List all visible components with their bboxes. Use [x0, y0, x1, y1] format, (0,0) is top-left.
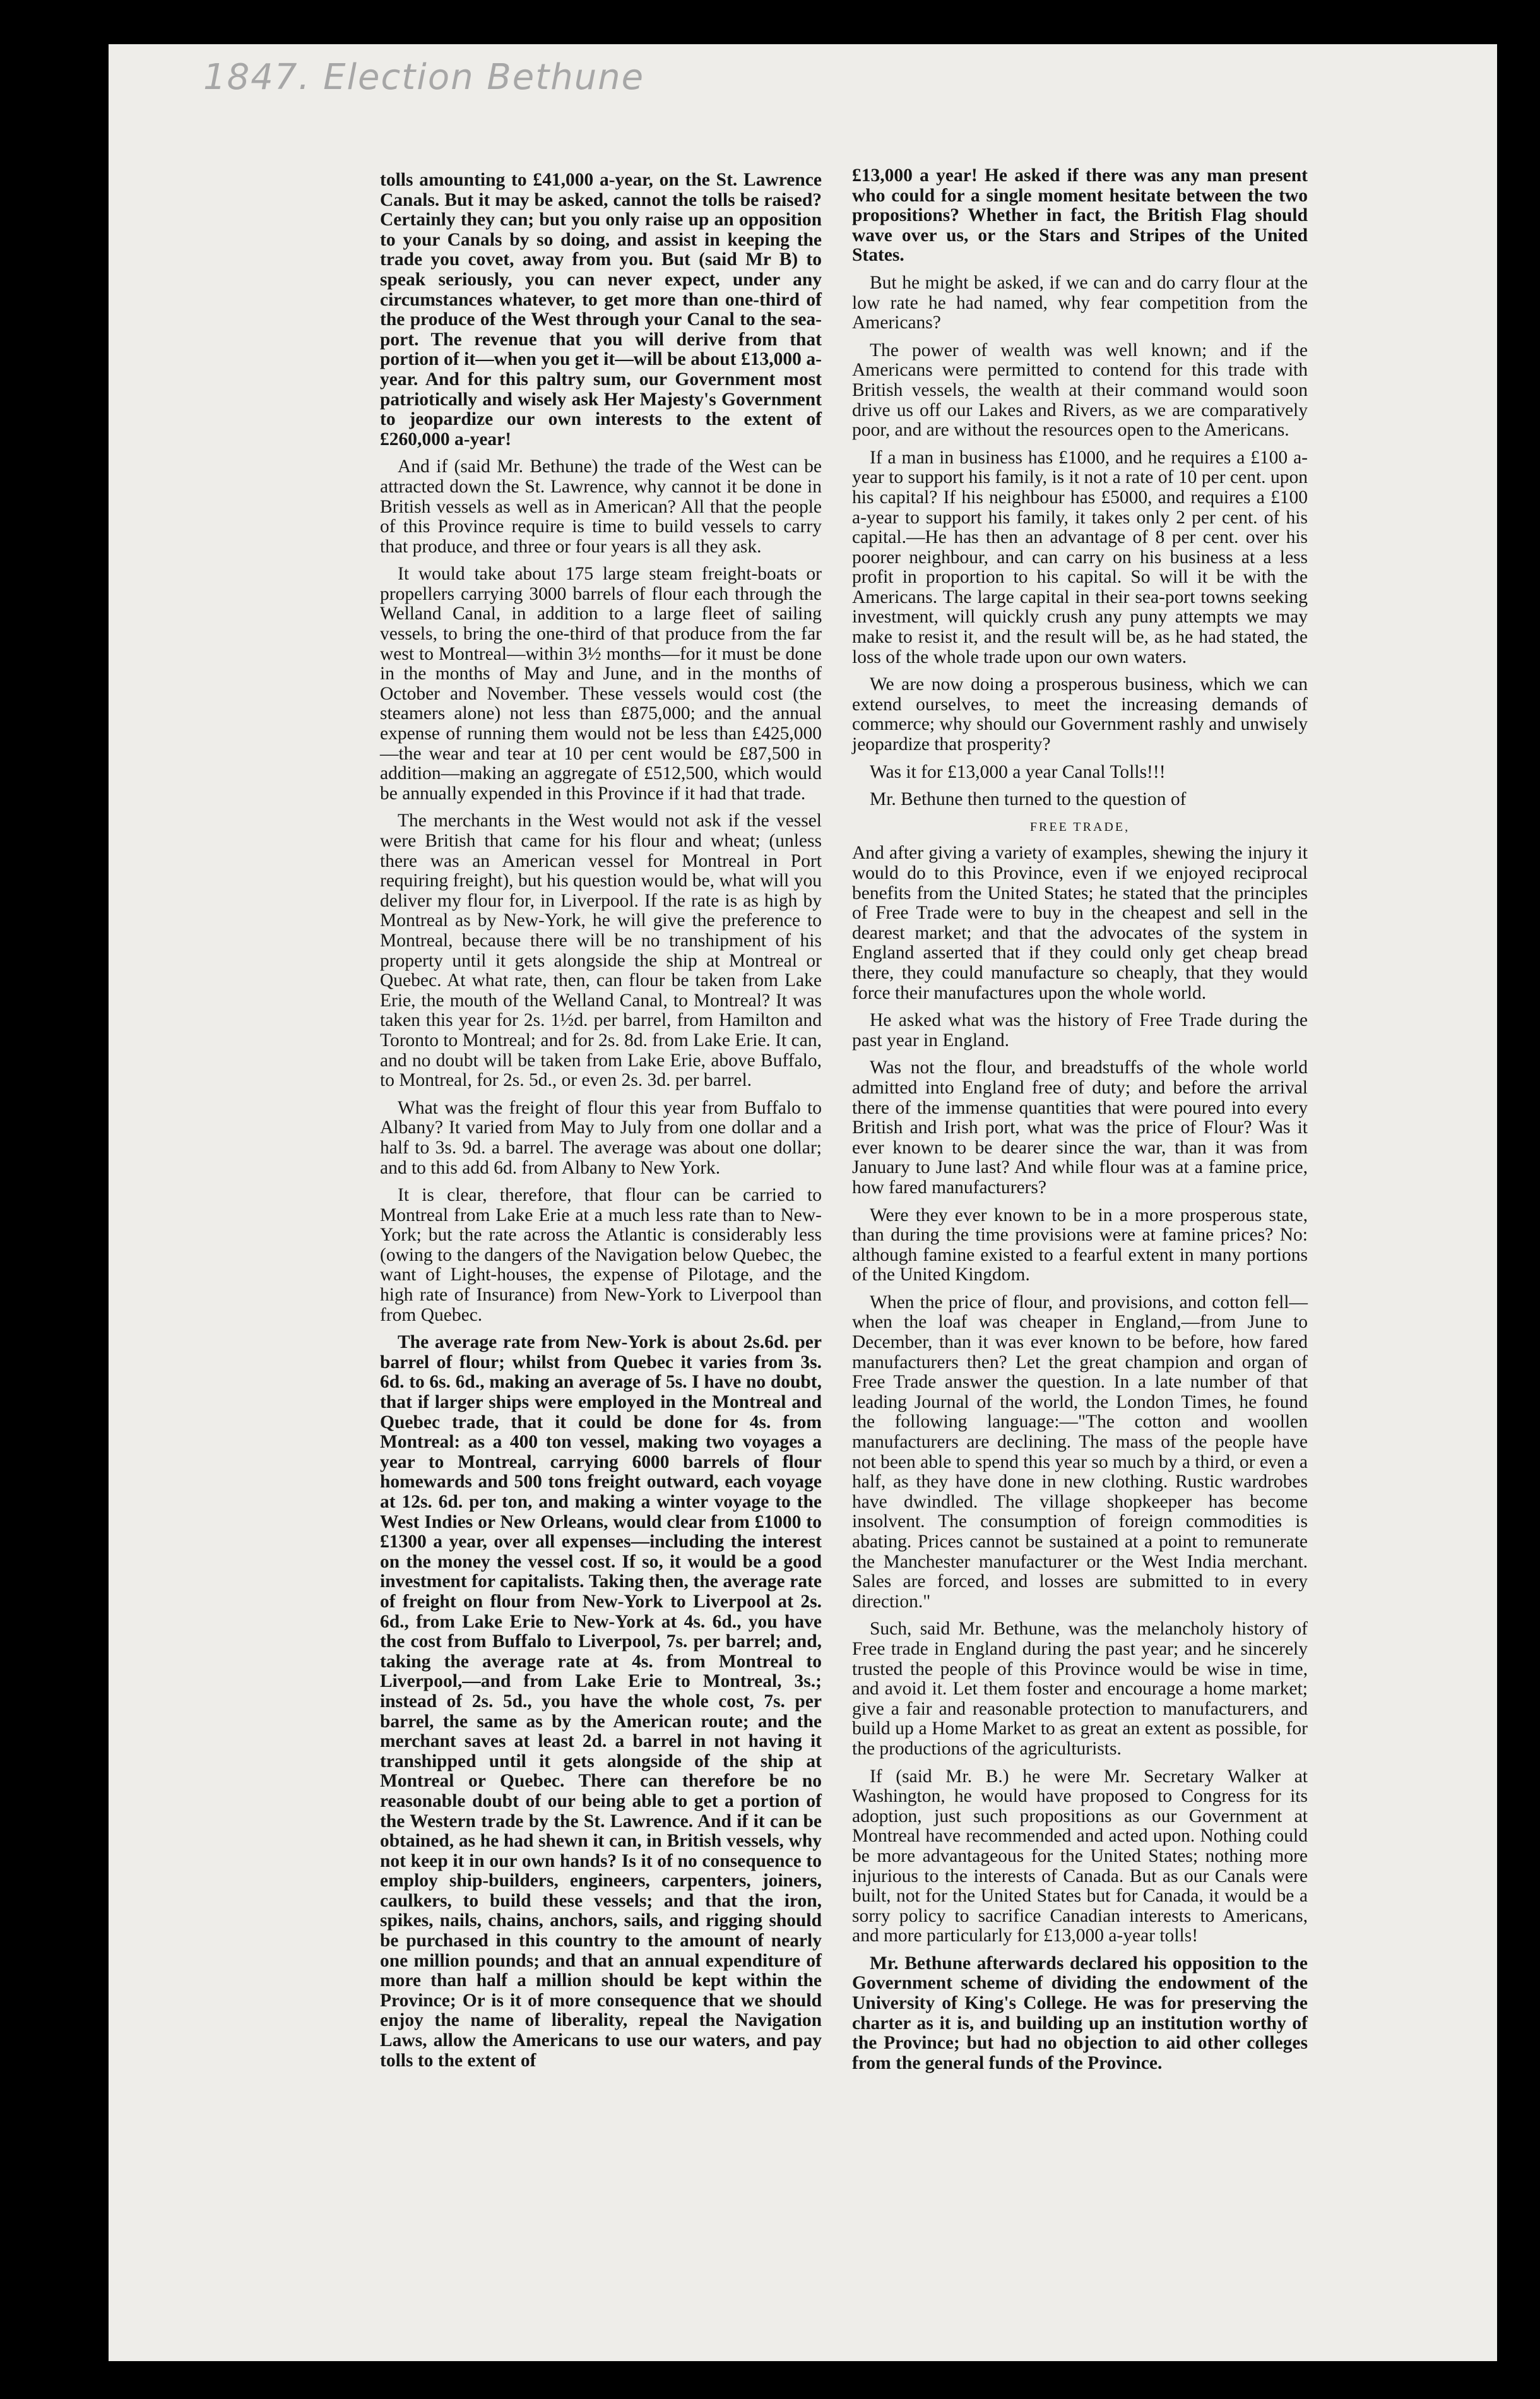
paragraph: And after giving a variety of examples, shewing the injury it would do to this Province, even if we enjoyed reciprocal benefits from the United States; he stated that the principles of Free Trade were to buy in the cheapest and sell in the dearest market; and that the advocates of the system in England asserted that if they could only get cheap bread there, they could manufacture so cheaply, that they would force their manufactures upon the whole world.	[852, 843, 1308, 1003]
paragraph: £13,000 a year! He asked if there was any man present who could for a single moment hesitate between the two propositions? Whether in fact, the British Flag should wave over us, or the Stars and Stripes of the United States.	[852, 165, 1308, 266]
paragraph: When the price of flour, and provisions, and cotton fell—when the loaf was cheaper in England,—from June to December, than it was ever known to be before, how fared manufacturers then? Let the great champion and organ of Free Trade answer the question. In a late number of that leading Journal of the world, the London Times, he found the following language:—"The cotton and woollen manufacturers are declining. The mass of the people have not been able to spend this year so much by a third, or even a half, as they have done in new clothing. Rustic wardrobes have dwindled. The village shopkeeper has become insolvent. The consumption of foreign commodities is abating. Prices cannot be sustained at a point to remunerate the Manchester manufacturer or the West India merchant. Sales are forced, and losses are submitted to in every direction."	[852, 1292, 1308, 1612]
paragraph: It is clear, therefore, that flour can be carried to Montreal from Lake Erie at a much less rate than to New-York; but the rate across the Atlantic is considerably less (owing to the dangers of the Navigation below Quebec, the want of Light-houses, the expense of Pilotage, and the high rate of Insurance) from New-York to Liverpool than from Quebec.	[380, 1185, 822, 1325]
paragraph: tolls amounting to £41,000 a-year, on the St. Lawrence Canals. But it may be asked, cannot the tolls be raised? Certainly they can; but you only raise up an opposition to your Canals by so doing, and assist in keeping the trade you covet, away from you. But (said Mr B) to speak seriously, you can never expect, under any circumstances whatever, to get more than one-third of the produce of the West through your Canal to the sea-port. The revenue that you will derive from that portion of it—when you get it—will be about £13,000 a-year. And for this paltry sum, our Government most patriotically and wisely ask Her Majesty's Government to jeopardize our own interests to the extent of £260,000 a-year!	[380, 170, 822, 449]
paragraph: It would take about 175 large steam freight-boats or propellers carrying 3000 barrels of flour each through the Welland Canal, in addition to a large fleet of sailing vessels, to bring the one-third of that produce from the far west to Montreal—within 3½ months—for it must be done in the months of May and June, and in the months of October and November. These vessels would cost (the steamers alone) not less than £875,000; and the annual expense of running them would not be less than £425,000—the wear and tear at 10 per cent would be £87,500 in addition—making an aggregate of £512,500, which would be annually expended in this Province if it had that trade.	[380, 564, 822, 804]
paragraph: Mr. Bethune afterwards declared his opposition to the Government scheme of dividing the endowment of the University of King's College. He was for preserving the charter as it is, and building up an institution worthy of the Province; but had no objection to aid other colleges from the general funds of the Province.	[852, 1953, 1308, 2073]
left-column	[380, 170, 822, 2078]
paragraph: And if (said Mr. Bethune) the trade of the West can be attracted down the St. Lawrence, why cannot it be done in British vessels as well as in American? All that the people of this Province require is time to build vessels to carry that produce, and three or four years is all they ask.	[380, 456, 822, 557]
paragraph: The power of wealth was well known; and if the Americans were permitted to contend for this trade with British vessels, the wealth at their command would soon drive us off our Lakes and Rivers, as we are comparatively poor, and are without the resources open to the Americans.	[852, 340, 1308, 441]
paragraph: But he might be asked, if we can and do carry flour at the low rate he had named, why fear competition from the Americans?	[852, 272, 1308, 333]
right-column	[852, 166, 1308, 2081]
paragraph: Were they ever known to be in a more prosperous state, than during the time provisions were at famine prices? No: although famine existed to a fearful extent in many portions of the United Kingdom.	[852, 1205, 1308, 1285]
paragraph: If a man in business has £1000, and he requires a £100 a-year to support his family, is it not a rate of 10 per cent. upon his capital? If his neighbour has £5000, and requires a £100 a-year to support his family, it takes only 2 per cent. of his capital.—He has then an advantage of 8 per cent. over his poorer neighbour, and can carry on his business at a less profit in proportion to his capital. So will it be with the Americans. The large capital in their sea-port towns seeking investment, will quickly crush any puny attempts we may make to resist it, and the result will be, as he had stated, the loss of the whole trade upon our own waters.	[852, 447, 1308, 667]
paragraph: The merchants in the West would not ask if the vessel were British that came for his flour and wheat; (unless there was an American vessel for Montreal in Port requiring freight), but his question would be, what will you deliver my flour for, in Liverpool. If the rate is as high by Montreal as by New-York, he will give the preference to Montreal, because there will be no transhipment of his property until it gets alongside the ship at Montreal or Quebec. At what rate, then, can flour be taken from Lake Erie, the mouth of the Welland Canal, to Montreal? It was taken this year for 2s. 1½d. per barrel, from Hamilton and Toronto to Montreal; and for 2s. 8d. from Lake Erie. It can, and no doubt will be taken from Lake Erie, above Buffalo, to Montreal, for 2s. 5d., or even 2s. 3d. per barrel.	[380, 811, 822, 1091]
paragraph: Mr. Bethune then turned to the question of	[870, 789, 1187, 810]
handwritten-annotation: 1847. Election Bethune	[203, 57, 645, 98]
section-heading: FREE TRADE,	[1029, 819, 1130, 834]
paragraph: Such, said Mr. Bethune, was the melancholy history of Free trade in England during the past year; and he sincerely trusted the people of this Province would be wise in time, and avoid it. Let them foster and encourage a home market; give a fair and reasonable protection to manufacturers, and build up a Home Market to as great an extent as possible, for the productions of the agriculturists.	[852, 1619, 1308, 1759]
paragraph: He asked what was the history of Free Trade during the past year in England.	[852, 1010, 1308, 1051]
paragraph: What was the freight of flour this year from Buffalo to Albany? It varied from May to July from one dollar and a half to 3s. 9d. a barrel. The average was about one dollar; and to this add 6d. from Albany to New York.	[380, 1097, 822, 1178]
newspaper-page	[109, 44, 1497, 2361]
paragraph: The average rate from New-York is about 2s.6d. per barrel of flour; whilst from Quebec it varies from 3s. 6d. to 6s. 6d., making an average of 5s. I have no doubt, that if larger ships were employed in the Montreal and Quebec trade, that it could be done for 4s. from Montreal: as a 400 ton vessel, making two voyages a year to Montreal, carrying 6000 barrels of flour homewards and 500 tons freight outward, each voyage at 12s. 6d. per ton, and making a winter voyage to the West Indies or New Orleans, would clear from £1000 to £1300 a year, over all expenses—including the interest on the money the vessel cost. If so, it would be a good investment for capitalists. Taking then, the average rate of freight on flour from New-York to Liverpool at 2s. 6d., from Lake Erie to New-York at 4s. 6d., you have the cost from Buffalo to Liverpool, 7s. per barrel; and, taking the average rate at 4s. from Montreal to Liverpool,—and from Lake Erie to Montreal, 3s.; instead of 2s. 5d., you have the whole cost, 7s. per barrel, the same as by the American route; and the merchant saves at least 2d. a barrel in not having it transhipped until it gets alongside of the ship at Montreal or Quebec. There can therefore be no reasonable doubt of our being able to get a portion of the Western trade by the St. Lawrence. And if it can be obtained, as he had shewn it can, in British vessels, why not keep it in our own hands? Is it of no consequence to employ ship-builders, engineers, carpenters, joiners, caulkers, to build these vessels; and that the iron, spikes, nails, chains, anchors, sails, and rigging should be purchased in this country to the amount of nearly one million pounds; and that an annual expenditure of more than half a million should be kept within the Province; Or is it of more consequence that we should enjoy the name of liberality, repeal the Navigation Laws, allow the Americans to use our waters, and pay tolls to the extent of	[380, 1332, 822, 2071]
paragraph: We are now doing a prosperous business, which we can extend ourselves, to meet the increasing demands of commerce; why should our Government rashly and unwisely jeopardize that prosperity?	[852, 674, 1308, 755]
paragraph: If (said Mr. B.) he were Mr. Secretary Walker at Washington, he would have proposed to Congress for its adoption, just such propositions as our Government at Montreal have recommended and acted upon. Nothing could be more advantageous for the United States; nothing more injurious to the interests of Canada. But as our Canals were built, not for the United States but for Canada, it would be a sorry policy to sacrifice Canadian interests to Americans, and more particularly for £13,000 a-year tolls!	[852, 1766, 1308, 1946]
paragraph: Was not the flour, and breadstuffs of the whole world admitted into England free of duty; and before the arrival there of the immense quantities that were poured into every British and Irish port, what was the price of Flour? Was it ever known to be dearer since the war, than it was from January to June last? And while flour was at a famine price, how fared manufacturers?	[852, 1057, 1308, 1198]
paragraph: Was it for £13,000 a year Canal Tolls!!!	[870, 761, 1166, 782]
